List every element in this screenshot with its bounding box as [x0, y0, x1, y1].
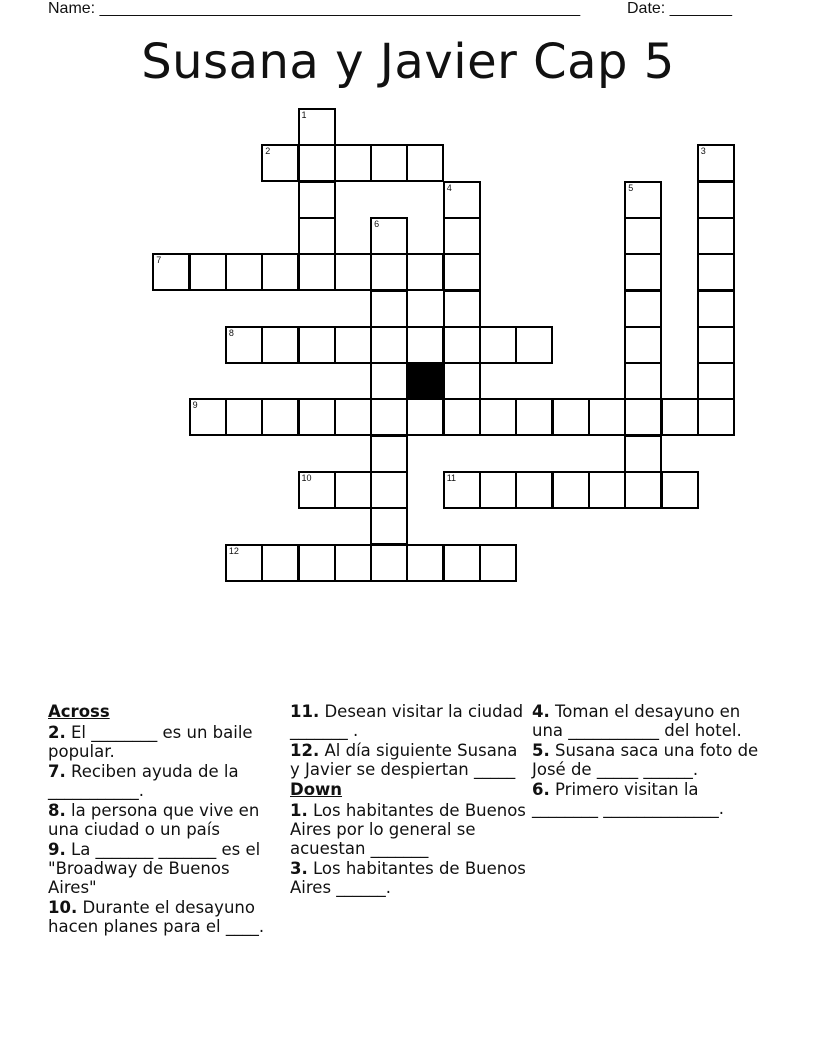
- cell-number: 4: [446, 182, 452, 193]
- grid-cell[interactable]: [443, 181, 481, 219]
- grid-cell[interactable]: [624, 435, 662, 473]
- grid-cell[interactable]: [189, 253, 227, 291]
- clue-text: El ________ es un baile popular.: [48, 723, 253, 761]
- grid-cell[interactable]: [152, 253, 190, 291]
- grid-cell[interactable]: [661, 398, 699, 436]
- clue-across-11: [290, 702, 526, 740]
- grid-cell[interactable]: [225, 544, 263, 582]
- clue-text: La _______ _______ es el "Broadway de Buenos Aires": [48, 840, 261, 897]
- grid-cell[interactable]: [697, 290, 735, 328]
- grid-cell[interactable]: [624, 181, 662, 219]
- grid-cell[interactable]: [515, 398, 553, 436]
- clue-text: la persona que vive en una ciudad o un país: [48, 801, 260, 839]
- clue-down-5: [532, 741, 768, 779]
- grid-cell[interactable]: [370, 290, 408, 328]
- grid-cell[interactable]: [261, 144, 299, 182]
- grid-cell[interactable]: [261, 398, 299, 436]
- grid-cell[interactable]: [515, 326, 553, 364]
- grid-cell[interactable]: [697, 181, 735, 219]
- cell-number: 6: [374, 218, 380, 229]
- grid-cell[interactable]: [406, 253, 444, 291]
- clue-across-9: [48, 840, 280, 897]
- clue-text: Al día siguiente Susana y Javier se despiertan _____: [290, 741, 518, 779]
- grid-cell[interactable]: [298, 108, 336, 146]
- grid-cell[interactable]: [697, 362, 735, 400]
- clue-across-10: [48, 898, 280, 936]
- grid-cell[interactable]: [298, 217, 336, 255]
- grid-cell[interactable]: [697, 253, 735, 291]
- grid-cell[interactable]: [370, 435, 408, 473]
- grid-cell[interactable]: [370, 507, 408, 545]
- clue-text: Los habitantes de Buenos Aires ______.: [290, 859, 526, 897]
- grid-cell[interactable]: [406, 398, 444, 436]
- grid-cell[interactable]: [370, 544, 408, 582]
- grid-cell[interactable]: [479, 326, 517, 364]
- grid-cell[interactable]: [298, 544, 336, 582]
- clue-text: Durante el desayuno hacen planes para el ____.: [48, 898, 265, 936]
- grid-cell[interactable]: [624, 362, 662, 400]
- grid-cell[interactable]: [443, 544, 481, 582]
- clue-across-12: [290, 741, 526, 779]
- clue-number: 8.: [48, 801, 66, 820]
- grid-cell[interactable]: [479, 398, 517, 436]
- clue-number: 6.: [532, 780, 550, 799]
- clue-number: 1.: [290, 801, 308, 820]
- grid-cell[interactable]: [624, 471, 662, 509]
- clue-down-3: [290, 859, 526, 897]
- date-field: Date: _______: [627, 0, 732, 17]
- grid-cell[interactable]: [334, 544, 372, 582]
- grid-cell[interactable]: [697, 398, 735, 436]
- grid-cell[interactable]: [443, 398, 481, 436]
- cell-number: 5: [628, 182, 634, 193]
- grid-cell[interactable]: [334, 471, 372, 509]
- grid-cell[interactable]: [298, 144, 336, 182]
- grid-cell[interactable]: [443, 253, 481, 291]
- grid-cell[interactable]: [370, 398, 408, 436]
- grid-cell[interactable]: [334, 398, 372, 436]
- grid-cell[interactable]: [624, 326, 662, 364]
- grid-cell[interactable]: [370, 326, 408, 364]
- grid-cell[interactable]: [588, 471, 626, 509]
- clue-number: 10.: [48, 898, 78, 917]
- grid-cell[interactable]: [443, 326, 481, 364]
- grid-cell[interactable]: [661, 471, 699, 509]
- cell-number: 9: [192, 400, 198, 411]
- clue-across-2: [48, 723, 280, 761]
- grid-cell[interactable]: [443, 217, 481, 255]
- cell-number: 1: [301, 110, 307, 120]
- grid-cell[interactable]: [588, 398, 626, 436]
- clue-number: 12.: [290, 741, 320, 760]
- clue-text: Los habitantes de Buenos Aires por lo general se acuestan _______: [290, 801, 526, 858]
- grid-cell[interactable]: [298, 181, 336, 219]
- clue-across-7: [48, 762, 280, 800]
- clue-text: Desean visitar la ciudad _______ .: [290, 702, 524, 740]
- cell-number: 11: [446, 473, 457, 483]
- grid-cell[interactable]: [189, 398, 227, 436]
- grid-cell[interactable]: [370, 144, 408, 182]
- grid-cell[interactable]: [443, 290, 481, 328]
- grid-cell[interactable]: [406, 144, 444, 182]
- clue-column-1: [48, 702, 280, 937]
- clue-number: 7.: [48, 762, 66, 781]
- clue-text: Reciben ayuda de la ___________.: [48, 762, 239, 800]
- grid-cell[interactable]: [479, 471, 517, 509]
- grid-cell[interactable]: [261, 253, 299, 291]
- clue-across-8: [48, 801, 280, 839]
- grid-cell[interactable]: [697, 144, 735, 182]
- across-heading: Across: [48, 702, 110, 721]
- grid-cell[interactable]: [298, 398, 336, 436]
- grid-cell[interactable]: [370, 362, 408, 400]
- grid-cell[interactable]: [225, 253, 263, 291]
- grid-cell[interactable]: [624, 253, 662, 291]
- grid-cell[interactable]: [334, 253, 372, 291]
- grid-cell[interactable]: [552, 398, 590, 436]
- grid-cell[interactable]: [225, 326, 263, 364]
- grid-cell[interactable]: [261, 326, 299, 364]
- grid-cell[interactable]: [298, 471, 336, 509]
- down-heading: Down: [290, 780, 343, 799]
- cell-number: 10: [301, 473, 312, 483]
- grid-cell[interactable]: [370, 253, 408, 291]
- cell-number: 3: [700, 146, 706, 157]
- clue-number: 4.: [532, 702, 550, 721]
- grid-cell[interactable]: [406, 544, 444, 582]
- clue-down-6: [532, 780, 768, 818]
- clue-column-2: [290, 702, 526, 898]
- cell-number: 12: [228, 545, 239, 556]
- clue-text: Primero visitan la ________ ______________.: [532, 780, 724, 818]
- clue-number: 3.: [290, 859, 308, 878]
- page-title: Susana y Javier Cap 5: [141, 34, 675, 90]
- clue-number: 11.: [290, 702, 320, 721]
- grid-cell[interactable]: [370, 217, 408, 255]
- grid-cell[interactable]: [624, 398, 662, 436]
- grid-cell[interactable]: [261, 544, 299, 582]
- grid-cell[interactable]: [697, 326, 735, 364]
- clue-number: 2.: [48, 723, 66, 742]
- clue-number: 5.: [532, 741, 550, 760]
- grid-cell[interactable]: [225, 398, 263, 436]
- clue-down-1: [290, 801, 526, 858]
- clue-text: Susana saca una foto de José de _____ ______.: [532, 741, 759, 779]
- black-cell: [406, 362, 444, 400]
- clue-column-3: [532, 702, 768, 819]
- grid-cell[interactable]: [298, 253, 336, 291]
- grid-cell[interactable]: [697, 217, 735, 255]
- grid-cell[interactable]: [370, 471, 408, 509]
- grid-cell[interactable]: [406, 326, 444, 364]
- grid-cell[interactable]: [624, 217, 662, 255]
- clue-down-4: [532, 702, 768, 740]
- grid-cell[interactable]: [334, 326, 372, 364]
- cell-number: 8: [228, 327, 234, 338]
- name-field: Name: ______________________________________________________: [48, 0, 581, 17]
- cell-number: 2: [265, 146, 271, 157]
- grid-cell[interactable]: [334, 144, 372, 182]
- clue-text: Toman el desayuno en una ___________ del hotel.: [532, 702, 742, 740]
- cell-number: 7: [156, 255, 162, 266]
- grid-cell[interactable]: [479, 544, 517, 582]
- grid-cell[interactable]: [624, 290, 662, 328]
- grid-cell[interactable]: [298, 326, 336, 364]
- clue-number: 9.: [48, 840, 66, 859]
- grid-cell[interactable]: [443, 471, 481, 509]
- grid-cell[interactable]: [443, 362, 481, 400]
- grid-cell[interactable]: [515, 471, 553, 509]
- grid-cell[interactable]: [552, 471, 590, 509]
